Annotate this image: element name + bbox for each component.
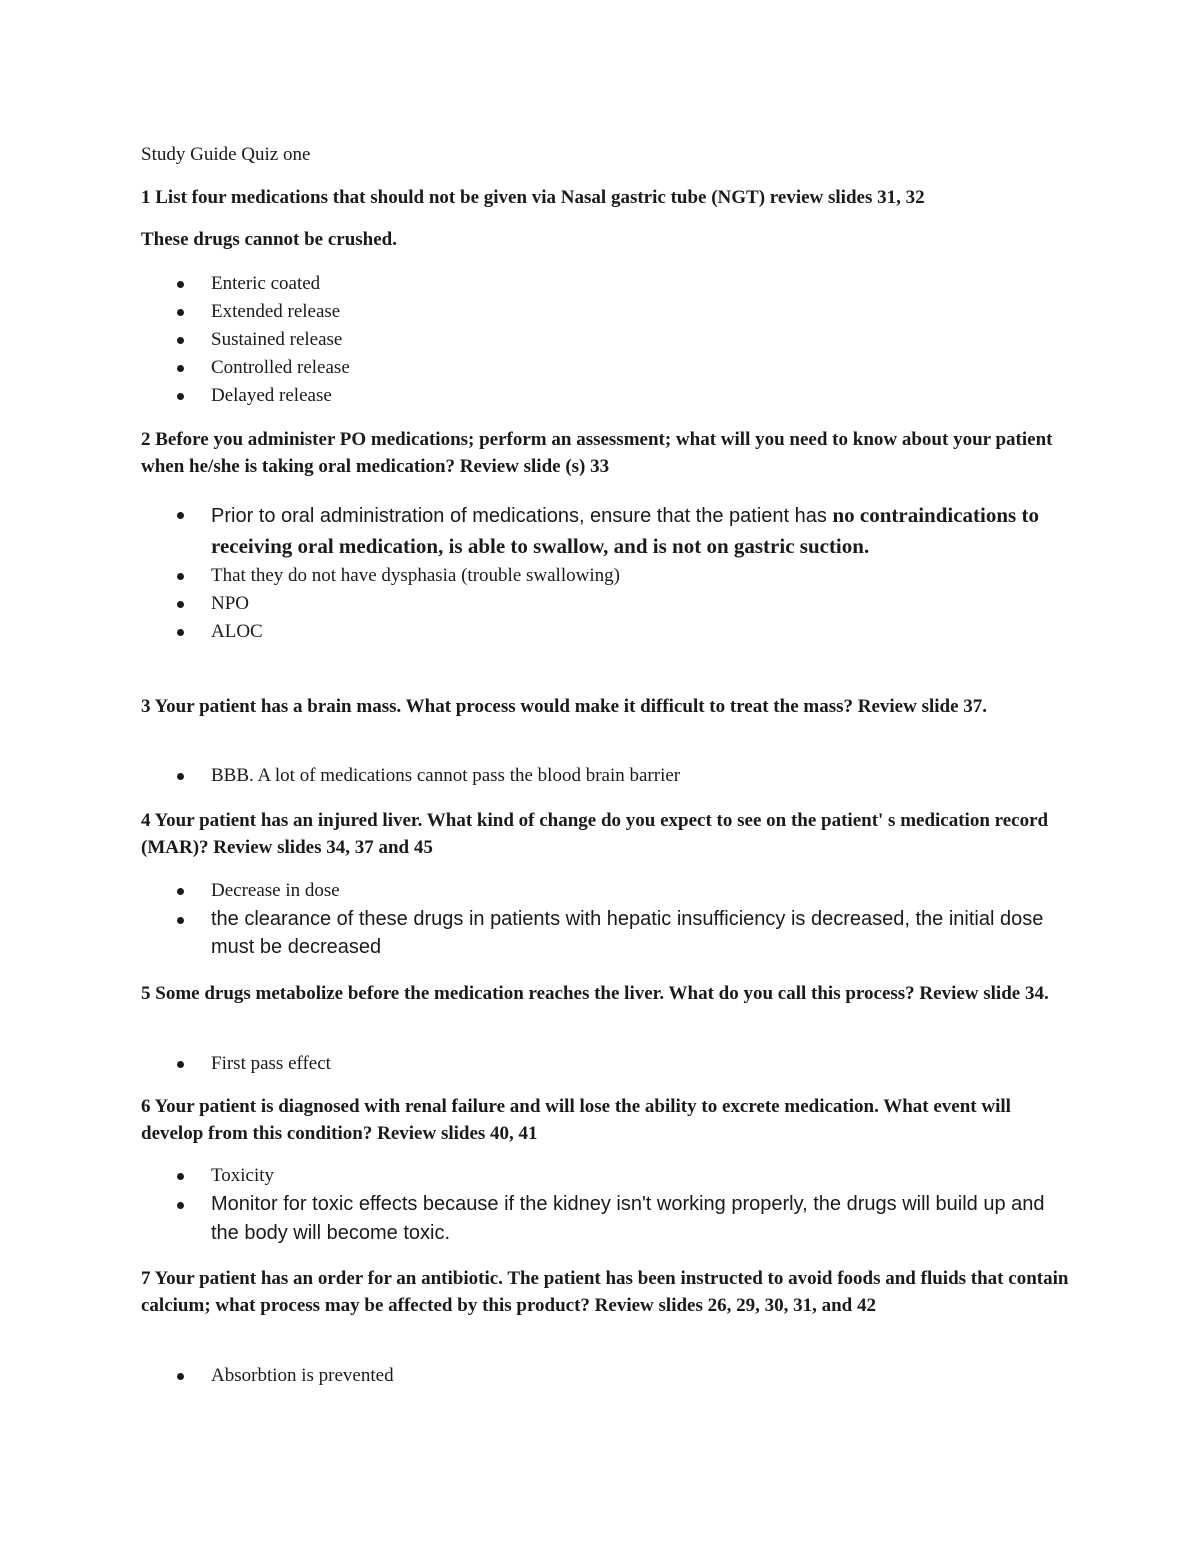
list-item: ALOC <box>141 618 1071 646</box>
list-item: NPO <box>141 590 1071 618</box>
question-1: 1 List four medications that should not be given via Nasal gastric tube (NGT) review slides 31, 32 <box>141 187 925 208</box>
list-item <box>141 500 1071 562</box>
question-3-answers <box>141 762 1071 790</box>
question-2: 2 Before you administer PO medications; perform an assessment; what will you need to know about your patient when he/she is taking oral medication? Review slide (s) 33 <box>141 429 1053 477</box>
list-item: Extended release <box>141 298 1071 326</box>
list-item: Enteric coated <box>141 270 1071 298</box>
list-item: Delayed release <box>141 382 1071 410</box>
question-7-answers <box>141 1362 1071 1390</box>
list-item: BBB. A lot of medications cannot pass the blood brain barrier <box>141 762 1071 790</box>
document-title: Study Guide Quiz one <box>141 144 311 165</box>
list-item: Sustained release <box>141 326 1071 354</box>
question-5-answers <box>141 1050 1071 1078</box>
answer-emphasis: no contraindications to receiving oral medication, is able to swallow, and is not on gastric suction. <box>211 503 1039 558</box>
question-1-note: These drugs cannot be crushed. <box>141 229 397 250</box>
question-4-answers <box>141 877 1071 961</box>
list-item: That they do not have dysphasia (trouble swallowing) <box>141 562 1071 590</box>
question-6-answers <box>141 1162 1071 1248</box>
question-3: 3 Your patient has a brain mass. What process would make it difficult to treat the mass? Review slide 37. <box>141 696 988 717</box>
question-4: 4 Your patient has an injured liver. What kind of change do you expect to see on the patient' s medication record (MAR)? Review slides 34, 37 and 45 <box>141 810 1049 858</box>
list-item: Controlled release <box>141 354 1071 382</box>
list-item: Toxicity <box>141 1162 1071 1190</box>
question-7: 7 Your patient has an order for an antibiotic. The patient has been instructed to avoid foods and fluids that contain calcium; what process may be affected by this product? Review slides 26, 29, 30, 31, and 42 <box>141 1268 1069 1316</box>
question-6: 6 Your patient is diagnosed with renal failure and will lose the ability to excrete medication. What event will develop from this condition? Review slides 40, 41 <box>141 1096 1011 1144</box>
question-2-answers <box>141 500 1071 646</box>
list-item: Monitor for toxic effects because if the kidney isn't working properly, the drugs will build up and the body will become toxic. <box>141 1190 1071 1248</box>
list-item: Absorbtion is prevented <box>141 1362 1071 1390</box>
list-item: Decrease in dose <box>141 877 1071 905</box>
list-item: First pass effect <box>141 1050 1071 1078</box>
question-5: 5 Some drugs metabolize before the medication reaches the liver. What do you call this process? Review slide 34. <box>141 983 1049 1004</box>
answer-text: Prior to oral administration of medications, ensure that the patient has <box>211 505 833 527</box>
question-1-answers <box>141 270 1071 410</box>
list-item: the clearance of these drugs in patients with hepatic insufficiency is decreased, the initial dose must be decreased <box>141 905 1071 961</box>
